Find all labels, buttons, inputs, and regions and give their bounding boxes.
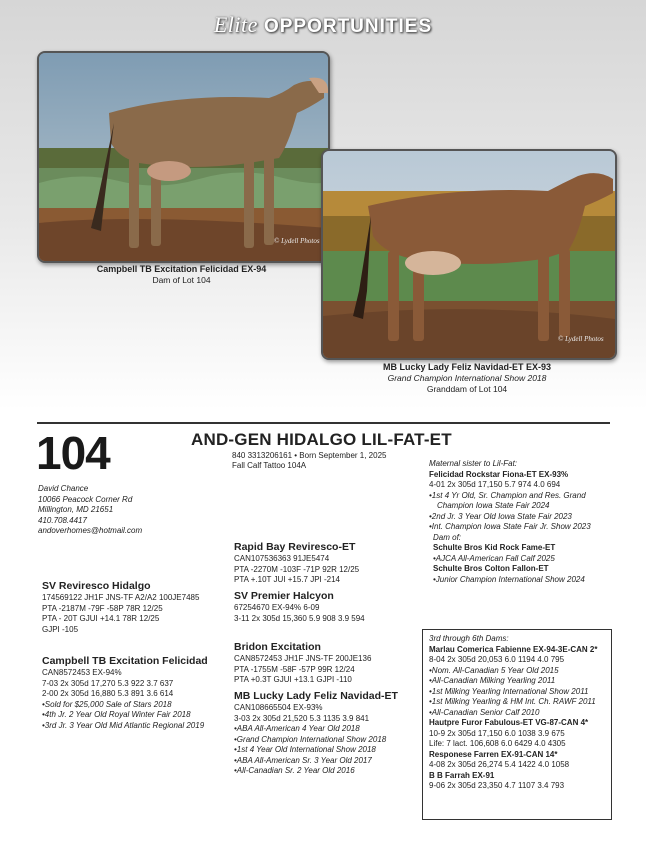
sire-sire-name: Rapid Bay Reviresco-ET [234,541,356,553]
dam-note2: •4th Jr. 2 Year Old Royal Winter Fair 2018 [42,710,191,719]
consignor-info [38,484,142,537]
owner-phone: 410.708.4417 [38,515,87,525]
dam-dam-line2: 3-03 2x 305d 21,520 5.3 1135 3.9 841 [234,713,370,723]
dam3-note4: •1st Milking Yearling & HM Int. Ch. RAWF 2011 [429,697,596,706]
dam-sire-block [234,641,371,686]
dam3-name: Marlau Comerica Fabienne EX-94-3E-CAN 2* [429,644,598,654]
lot-reg-line2: Fall Calf Tattoo 104A [232,461,307,470]
owner-address1: 10066 Peacock Corner Rd [38,494,133,504]
dam-sire-line2: PTA -1755M -58F -57P 99R 12/24 [234,664,355,674]
sister-name: Felicidad Rockstar Fiona-ET EX-93% [429,469,569,479]
dam-dam-block [234,690,398,777]
dam-note3: •3rd Jr. 3 Year Old Mid Atlantic Regional 2019 [42,720,205,730]
photo-feliz-navidad [321,149,617,360]
dam-line3: 2-00 2x 305d 16,880 5.3 891 3.6 614 [42,689,174,698]
dam-dam-note5: •All-Canadian Sr. 2 Year Old 2016 [234,766,355,775]
page-header [0,12,646,38]
sire-sire-block [234,541,359,586]
sister-child1-note: •AJCA All-American Fall Calf 2025 [433,553,555,563]
dam4-line: 10-9 2x 305d 17,150 6.0 1038 3.9 675 [429,728,565,738]
owner-name: David Chance [38,484,89,493]
lot-reg-line1: 840 3313206161 • Born September 1, 2025 [232,451,387,460]
dam3-line: 8-04 2x 305d 20,053 6.0 1194 4.0 795 [429,655,565,664]
dam-dam-line1: CAN108665504 EX-93% [234,703,323,712]
lot-registration [232,451,386,471]
sire-line4: GJPI -105 [42,624,79,634]
header-elite: Elite [213,12,258,37]
sister-child1: Schulte Bros Kid Rock Fame-ET [433,543,556,552]
sire-dam-line2: 3-11 2x 305d 15,360 5.9 908 3.9 594 [234,613,365,623]
sire-dam-line1: 67254670 EX-94% 6-09 [234,603,320,612]
dam3-note3: •1st Milking Yearling International Show 2011 [429,686,589,696]
header-opportunities: OPPORTUNITIES [263,16,433,37]
sire-line2: PTA -2187M -79F -58P 78R 12/25 [42,603,163,613]
dam-line2: 7-03 2x 305d 17,270 5.3 922 3.7 637 [42,678,174,688]
dam-sire-name: Bridon Excitation [234,641,321,653]
dam3-note5: •All-Canadian Senior Calf 2010 [429,707,540,717]
sister-note2: •2nd Jr. 3 Year Old Iowa State Fair 2023 [429,511,572,521]
sire-sire-line3: PTA +.10T JUI +15.7 JPI -214 [234,575,340,584]
sister-damof: Dam of: [433,532,462,542]
sire-line1: 174569122 JH1F JNS-TF A2/A2 100JE7485 [42,593,200,602]
dam3-note1: •Nom. All-Canadian 5 Year Old 2015 [429,665,559,675]
caption1-name: Campbell TB Excitation Felicidad EX-94 [96,264,267,274]
owner-address2: Millington, MD 21651 [38,505,114,514]
dam-dam-name: MB Lucky Lady Feliz Navidad-ET [234,690,398,702]
caption-photo1 [37,264,326,286]
dams-box-content [429,634,598,792]
maternal-sister-block [429,459,591,585]
sire-name: SV Reviresco Hidalgo [42,580,151,592]
sister-child2-note: •Junior Champion International Show 2024 [433,574,585,584]
sister-note3: •Int. Champion Iowa State Fair Jr. Show 2023 [429,522,591,531]
dams-intro: 3rd through 6th Dams: [429,634,509,643]
dam4-life: Life: 7 lact. 106,608 6.0 6429 4.0 4305 [429,739,566,748]
caption1-line: Dam of Lot 104 [152,275,211,285]
dam5-name: Responese Farren EX-91-CAN 14* [429,749,558,759]
dam5-line: 4-08 2x 305d 26,274 5.4 1422 4.0 1058 [429,760,570,769]
dam-dam-note3: •1st 4 Year Old International Show 2018 [234,745,376,754]
sister-intro: Maternal sister to Lil-Fat: [429,459,518,468]
dam-dam-note2: •Grand Champion International Show 2018 [234,734,387,744]
dam-block [42,655,208,731]
sister-note1b: Champion Iowa State Fair 2024 [437,501,550,510]
photo1-watermark: © Lydell Photos [274,237,320,245]
photo-felicidad [37,51,330,263]
lot-title: AND-GEN HIDALGO LIL-FAT-ET [191,430,452,449]
dam-sire-line3: PTA +0.3T GJUI +13.1 GJPI -110 [234,675,352,684]
sire-sire-line1: CAN107536363 91JE5474 [234,554,330,563]
caption2-line2: Granddam of Lot 104 [426,384,508,394]
dam-dam-note4: •ABA All-American Sr. 3 Year Old 2017 [234,755,372,765]
sire-block [42,580,199,635]
sister-note1: •1st 4 Yr Old, Sr. Champion and Res. Grand [429,490,586,500]
dam-line1: CAN8572453 EX-94% [42,668,122,677]
sire-line3: PTA - 20T GJUI +14.1 78R 12/25 [42,614,160,623]
caption2-name: MB Lucky Lady Feliz Navidad-ET EX-93 [382,362,552,372]
dam-note1: •Sold for $25,000 Sale of Stars 2018 [42,699,172,709]
dam3-note2: •All-Canadian Milking Yearling 2011 [429,676,556,685]
caption-photo2 [321,362,613,395]
dam4-name: Hautpre Furor Fabulous-ET VG-87-CAN 4* [429,718,589,727]
caption2-line1: Grand Champion International Show 2018 [387,373,547,383]
lot-number: 104 [36,427,110,479]
dam-sire-line1: CAN8572453 JH1F JNS-TF 200JE136 [234,654,372,663]
sire-sire-line2: PTA -2270M -103F -71P 92R 12/25 [234,564,360,574]
dam6-line: 9-06 2x 305d 23,350 4.7 1107 3.4 793 [429,781,565,790]
dam6-name: B B Farrah EX-91 [429,770,495,780]
sister-line1: 4-01 2x 305d 17,150 5.7 974 4.0 694 [429,480,561,489]
sire-dam-block [234,590,365,624]
sister-child2: Schulte Bros Colton Fallon-ET [433,564,549,573]
dam-dam-note1: •ABA All-American 4 Year Old 2018 [234,724,360,733]
section-divider [37,422,610,424]
photo2-watermark: © Lydell Photos [558,335,604,343]
dam-name: Campbell TB Excitation Felicidad [42,655,208,667]
dams-box [422,629,612,820]
owner-email[interactable]: andoverhomes@hotmail.com [38,526,143,535]
sire-dam-name: SV Premier Halcyon [234,590,334,602]
